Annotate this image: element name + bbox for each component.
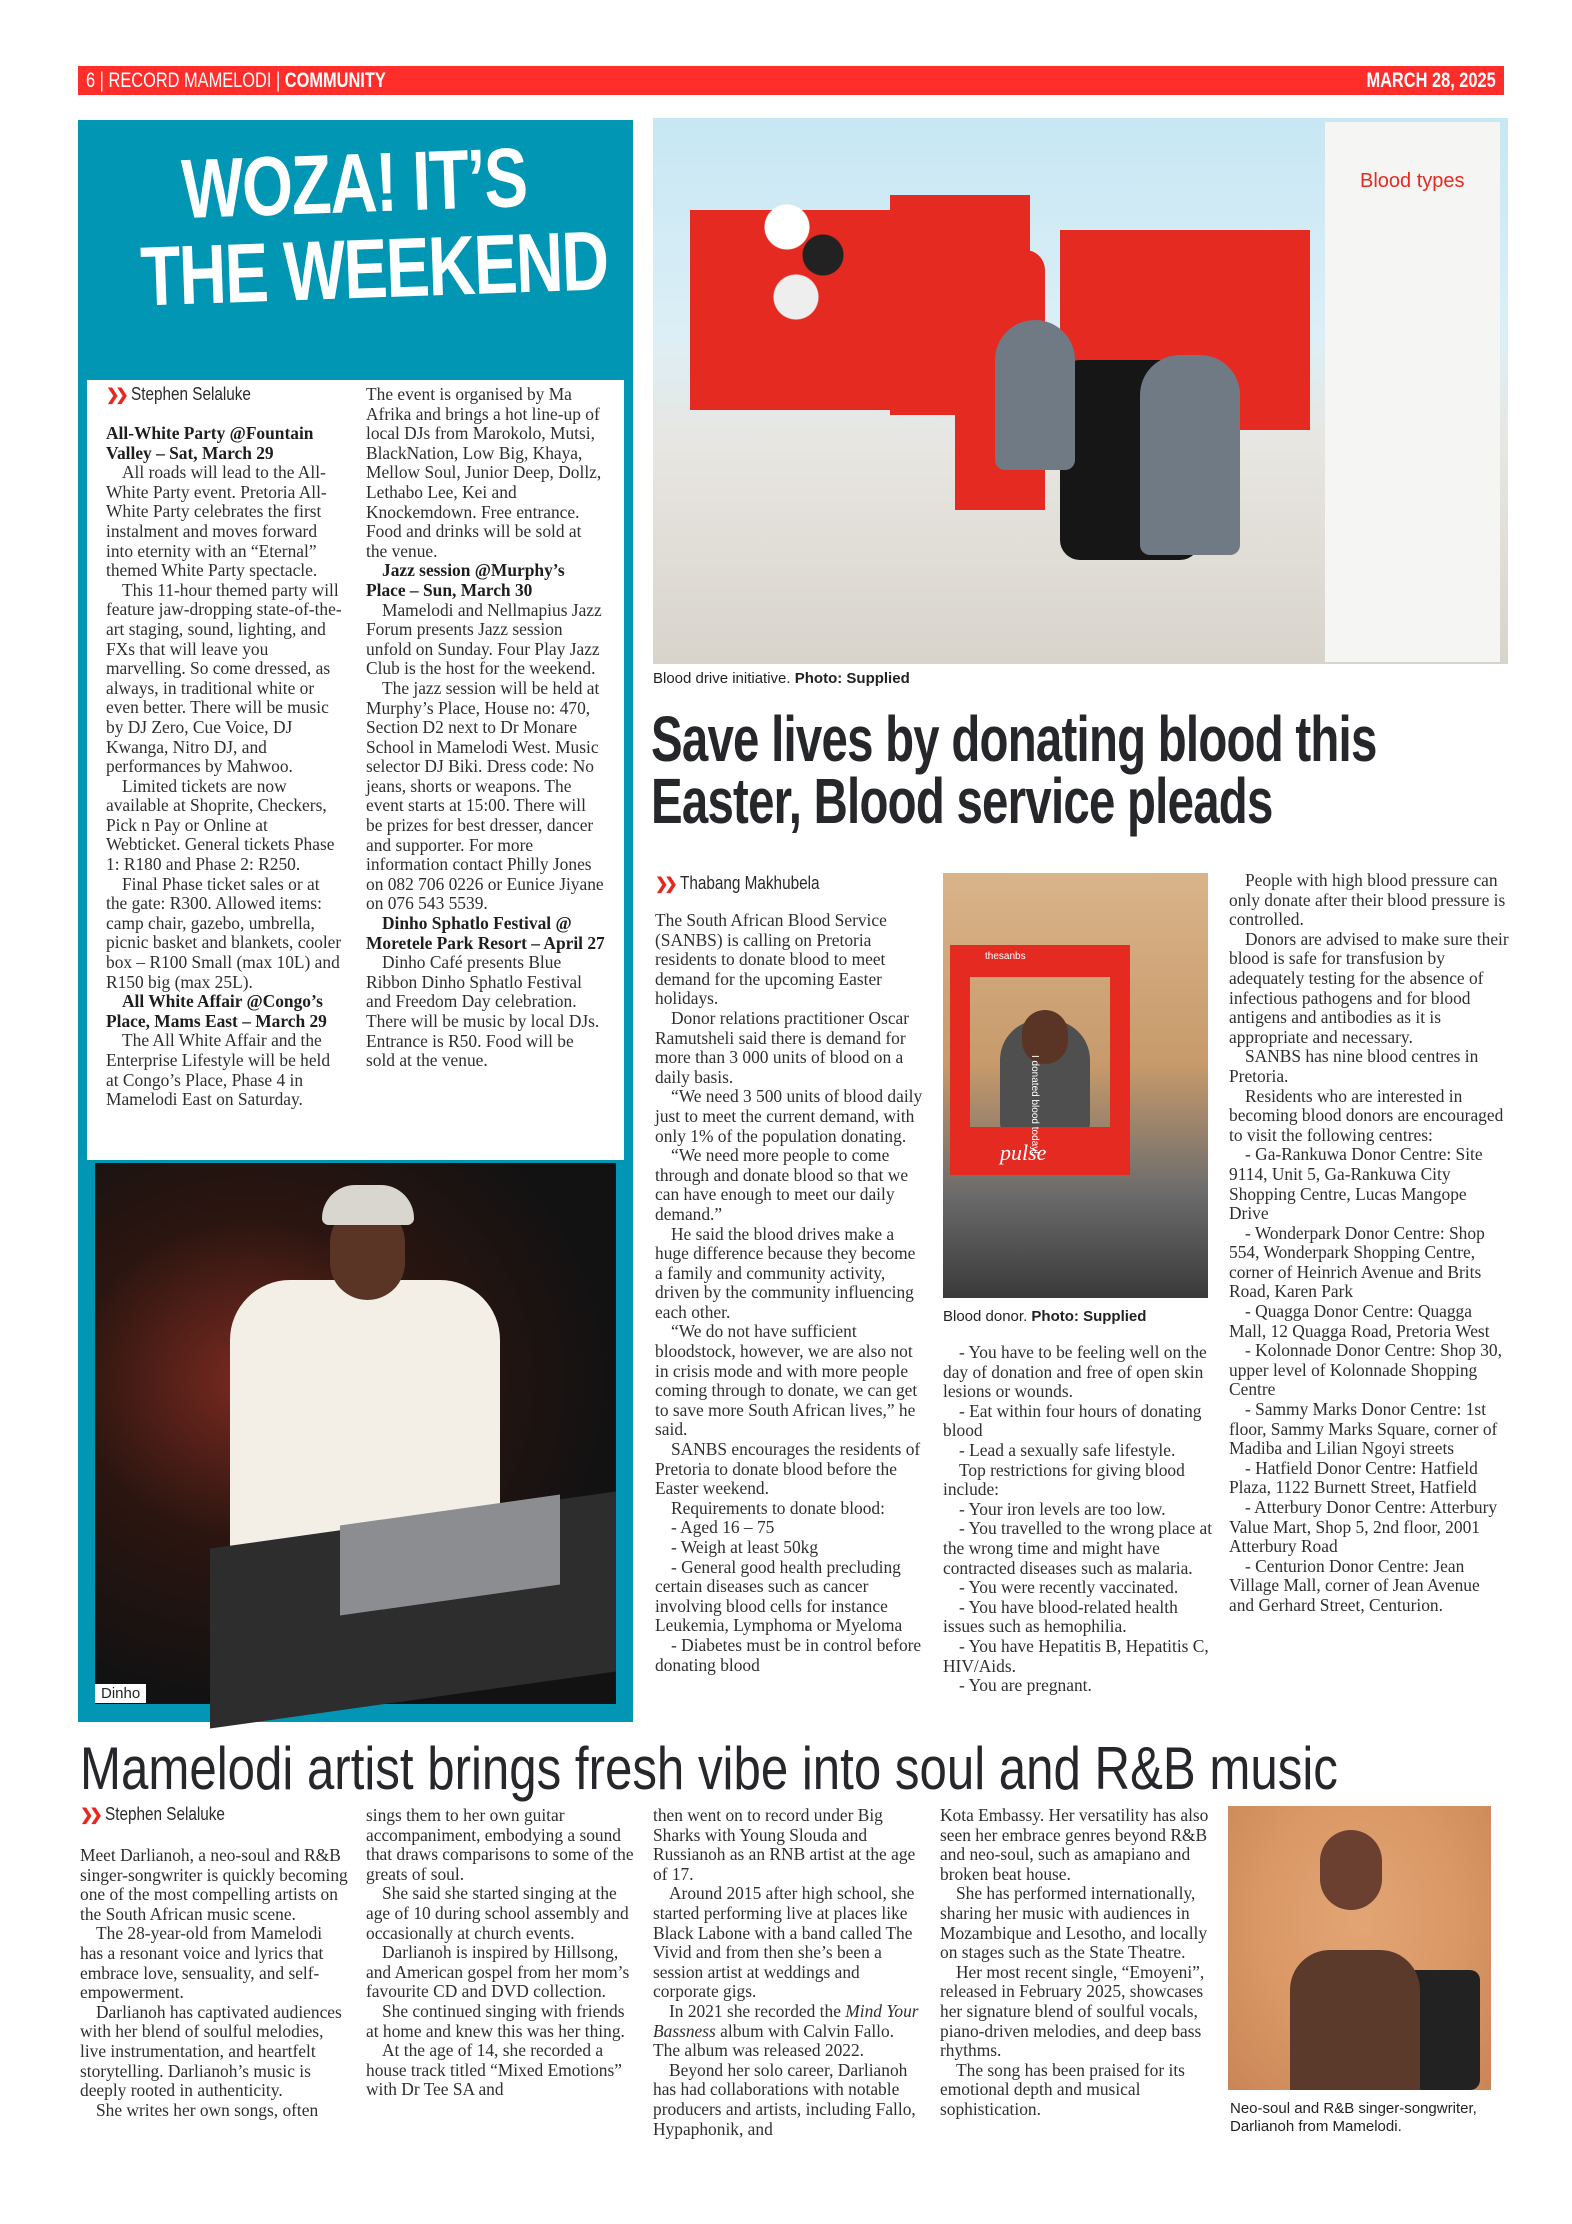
music-column-3 [653,1806,921,2139]
music-headline: Mamelodi artist brings fresh vibe into soul and R&B music [80,1735,1338,1802]
donor-frame-pulse: pulse [1000,1140,1047,1165]
album-title: Mind Your Bassness [653,2000,919,2041]
paragraph: - Lead a sexually safe lifestyle. [959,1439,1176,1460]
double-chevron-right-icon: ❯❯ [106,386,125,404]
paragraph: Limited tickets are now available at Shoprite, Checkers, Pick n Pay or Online at Webticket. General tickets Phase 1: R180 and Phase 2: R250. [106,775,335,875]
paragraph: - Eat within four hours of donating blood [943,1400,1202,1441]
blood-column-2 [943,1343,1213,1696]
paragraph: “We do not have sufficient bloodstock, however, we are also not in crisis mode and with more people coming through to donate, we can get to save more South African lives,” he said. [655,1321,918,1440]
paragraph: Donor relations practitioner Oscar Ramutsheli said there is demand for more than 3 000 units of blood on a daily basis. [655,1007,910,1087]
paragraph: All roads will lead to the All-White Party event. Pretoria All-White Party celebrates the first instalment and moves forward into eternity with an “Eternal” themed White Party spectacle. [106,462,327,581]
paragraph: She has performed internationally, sharing her music with audiences in Mozambique and Lesotho, and locally on stages such as the State Theatre. [940,1883,1208,1963]
paragraph: Darlianoh has captivated audiences with her blend of soulful melodies, live instrumentation, and heartfelt storytelling. Darlianoh’s music is deeply rooted in authenticity. [80,2001,342,2101]
event-subheading: All White Affair @Congo’s Place, Mams East – March 29 [106,991,327,1031]
paragraph: She said she started singing at the age of 10 during school assembly and occasionally at church events. [366,1883,629,1943]
paragraph: Beyond her solo career, Darlianoh has had collaborations with notable producers and artists, including Fallo, Hypaphonik, and [653,2059,916,2139]
paragraph: Donors are advised to make sure their blood is safe for transfusion by adequately testing for the absence of infectious pathogens and for blood antigens and antibodies as it is appropriate and necessary. [1229,928,1509,1047]
paragraph: Requirements to donate blood: [671,1497,885,1518]
paragraph: In 2021 she recorded the Mind Your Bassness album with Calvin Fallo. The album was released 2022. [653,2000,919,2061]
event-subheading: All-White Party @Fountain Valley – Sat, March 29 [106,423,314,463]
music-byline: ❯❯ Stephen Selaluke [80,1804,225,1824]
music-column-4 [940,1806,1212,2120]
paragraph: Her most recent single, “Emoyeni”, released in February 2025, showcases her signature blend of soulful vocals, piano-driven melodies, and deep bass rhythms. [940,1961,1205,2061]
weekend-byline: ❯❯ Stephen Selaluke [106,384,251,404]
publication-name: RECORD MAMELODI [108,69,272,92]
paragraph: SANBS has nine blood centres in Pretoria. [1229,1046,1479,1086]
paragraph: This 11-hour themed party will feature jaw-dropping state-of-the-art staging, sound, lighting, and FXs that will leave you marvelling. So come dressed, as always, in traditional white or even better. There will be music by DJ Zero, Cue Voice, DJ Kwanga, Nitro DJ, and performances by Mahwoo. [106,579,342,777]
paragraph: sings them to her own guitar accompaniment, embodying a sound that draws comparisons to some of the greats of soul. [366,1805,634,1884]
paragraph: Darlianoh is inspired by Hillsong, and American gospel from her mom’s favourite CD and DVD collection. [366,1942,630,2002]
paragraph: Kota Embassy. Her versatility has also seen her embrace genres beyond R&B and neo-soul, such as amapiano and broken beat house. [940,1805,1209,1884]
paragraph: The song has been praised for its emotional depth and musical sophistication. [940,2059,1185,2119]
blood-headline: Save lives by donating blood this Easter, Blood service pleads [651,703,1377,837]
paragraph: She writes her own songs, often [96,2099,319,2120]
double-chevron-right-icon: ❯❯ [655,875,674,893]
blood-column-3 [1229,871,1509,1616]
paragraph: At the age of 14, she recorded a house track titled “Mixed Emotions” with Dr Tee SA and [366,2040,622,2100]
paragraph: The South African Blood Service (SANBS) is calling on Pretoria residents to donate blood to meet demand for the upcoming Easter holidays. [655,910,887,1009]
paragraph: - Quagga Donor Centre: Quagga Mall, 12 Quagga Road, Pretoria West [1229,1301,1490,1341]
paragraph: - You have Hepatitis B, Hepatitis C, HIV/Aids. [943,1635,1209,1676]
paragraph: - Sammy Marks Donor Centre: 1st floor, Sammy Marks Square, corner of Madiba and Lilian Ngoyi streets [1229,1399,1498,1459]
music-column-1 [80,1846,348,2120]
paragraph: - General good health precluding certain diseases such as cancer involving blood cells for instance Leukemia, Lymphoma or Myeloma [655,1556,903,1636]
paragraph: - Hatfield Donor Centre: Hatfield Plaza, 1122 Burnett Street, Hatfield [1229,1457,1478,1498]
singer-head-shape [1320,1830,1382,1910]
donor-frame-brand: thesanbs [985,951,1026,962]
paragraph: - Wonderpark Donor Centre: Shop 554, Wonderpark Shopping Centre, corner of Heinrich Avenue and Brits Road, Karen Park [1229,1222,1485,1302]
paragraph: - You are pregnant. [959,1675,1092,1696]
paragraph: She continued singing with friends at home and knew this was her thing. [366,2000,625,2041]
paragraph: SANBS encourages the residents of Pretoria to donate blood before the Easter weekend. [655,1439,921,1499]
paragraph: - You have to be feeling well on the day of donation and free of open skin lesions or wounds. [943,1342,1207,1402]
blood-byline: ❯❯ Thabang Makhubela [655,873,820,893]
paragraph: Meet Darlianoh, a neo-soul and R&B singer-songwriter is quickly becoming one of the most compelling artists on the South African music scene. [80,1845,348,1924]
paragraph: - Atterbury Donor Centre: Atterbury Value Mart, Shop 5, 2nd floor, 2001 Atterbury Road [1229,1497,1498,1557]
dj-photo-caption: Dinho [95,1684,146,1703]
paragraph: - Kolonnade Donor Centre: Shop 30, upper level of Kolonnade Shopping Centre [1229,1340,1502,1400]
paragraph: - Weigh at least 50kg [671,1537,819,1557]
page-number: 6 | RECORD MAMELODI | COMMUNITY [86,69,386,92]
section-name: COMMUNITY [284,69,386,92]
paragraph: Final Phase ticket sales or at the gate: R300. Allowed items: camp chair, gazebo, umbrella, picnic basket and blankets, cooler box – R100 Small (max 10L) and R150 big (max 25L). [106,873,342,992]
paragraph: Dinho Café presents Blue Ribbon Dinho Sphatlo Festival and Freedom Day celebration. There will be music by local DJs. Entrance is R50. Food will be sold at the venue. [366,952,600,1071]
paragraph: - Your iron levels are too low. [959,1498,1166,1519]
singer-body-shape [1290,1950,1420,2090]
paragraph: - Diabetes must be in control before donating blood [655,1634,922,1675]
darlianoh-photo-caption: Neo-soul and R&B singer-songwriter, Darlianoh from Mamelodi. [1230,2100,1477,2135]
header-left [86,66,470,95]
event-subheading: Jazz session @Murphy’s Place – Sun, March 30 [366,560,565,600]
nurse-shape [1140,355,1240,555]
donor-photo-caption: Blood donor. Photo: Supplied [943,1308,1147,1325]
weekend-column-2 [366,385,606,1071]
paragraph: The jazz session will be held at Murphy’s Place, House no: 470, Section D2 next to Dr Monare School in Mamelodi West. Music selector DJ Biki. Dress code: No jeans, shorts or weapons. The event starts at 15:00. There will be prizes for best dresser, dancer and supporter. For more information contact Philly Jones on 082 706 0226 or Eunice Jiyane on 076 543 5539. [366,677,604,914]
paragraph: The 28-year-old from Mamelodi has a resonant voice and lyrics that embrace love, sensuality, and self-empowerment. [80,1923,324,2003]
paragraph: Residents who are interested in becoming blood donors are encouraged to visit the following centres: [1229,1085,1504,1145]
paragraph: - You were recently vaccinated. [959,1577,1179,1598]
paragraph: Around 2015 after high school, she started performing live at places like Black Labone with a band called The Vivid and from then she’s been a session artist at weddings and corporate gigs. [653,1883,915,2002]
blood-types-banner [1325,122,1500,662]
music-column-2 [366,1806,634,2100]
double-chevron-right-icon: ❯❯ [80,1806,99,1824]
page-header-bar [78,66,1504,95]
paragraph: - You travelled to the wrong place at the wrong time and might have contracted diseases such as malaria. [943,1518,1213,1578]
weekend-title: WOZA! IT’S THE WEEKEND [139,130,610,324]
paragraph: The event is organised by Ma Afrika and brings a hot line-up of local DJs from Marokolo, Mutsi, BlackNation, Low Big, Khaya, Mellow Soul, Junior Deep, Dollz, Lethabo Lee, Kei and Knockemdown. Free entrance. Food and drinks will be sold at the venue. [366,384,602,561]
paragraph: “We need more people to come through and donate blood so that we can have enough to meet our daily demand.” [655,1145,909,1224]
nurse-shape [995,320,1075,470]
paragraph: People with high blood pressure can only donate after their blood pressure is controlled. [1229,870,1506,930]
paragraph: then went on to record under Big Sharks with Young Slouda and Russianoh as an RNB artist at the age of 17. [653,1805,916,1884]
donor-frame-text: I donated blood today! [1029,1055,1040,1154]
paragraph: Top restrictions for giving blood include: [943,1459,1185,1500]
paragraph: - Centurion Donor Centre: Jean Village Mall, corner of Jean Avenue and Gerhard Street, Centurion. [1229,1555,1480,1615]
issue-date: MARCH 28, 2025 [1366,69,1496,92]
balloons-shape [760,185,850,325]
paragraph: - You have blood-related health issues such as hemophilia. [943,1596,1178,1637]
weekend-column-1 [106,424,344,1110]
blood-photo-caption: Blood drive initiative. Photo: Supplied [653,670,910,687]
paragraph: Mamelodi and Nellmapius Jazz Forum presents Jazz session unfold on Sunday. Four Play Jazz Club is the host for the weekend. [366,599,602,679]
paragraph: - Aged 16 – 75 [671,1517,775,1538]
blood-types-label: Blood types [1360,170,1465,192]
blood-column-1 [655,911,925,1675]
event-subheading: Dinho Sphatlo Festival @ Moretele Park Resort – April 27 [366,913,605,953]
dj-cap-shape [322,1185,414,1225]
paragraph: “We need 3 500 units of blood daily just to meet the current demand, with only 1% of the population donating. [655,1086,923,1146]
paragraph: - Ga-Rankuwa Donor Centre: Site 9114, Unit 5, Ga-Rankuwa City Shopping Centre, Lucas Mangope Drive [1229,1144,1483,1224]
paragraph: The All White Affair and the Enterprise Lifestyle will be held at Congo’s Place, Phase 4 in Mamelodi East on Saturday. [106,1030,331,1110]
paragraph: He said the blood drives make a huge difference because they become a family and community activity, driven by the community influencing each other. [655,1223,916,1322]
